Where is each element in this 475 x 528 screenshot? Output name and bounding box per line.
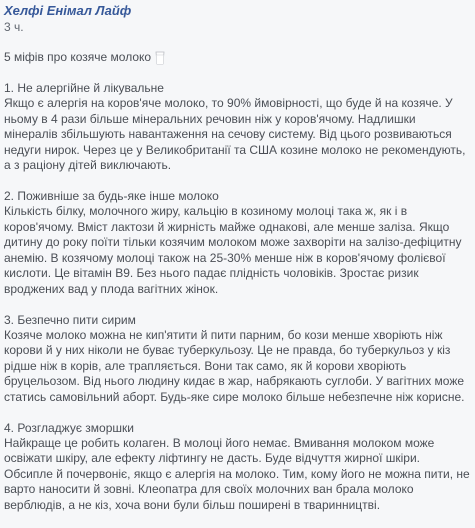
myth-body: Козяче молоко можна не кип'ятити й пити парним, бо кози менше хворіють ніж корови й у них ніколи не буває туберкульозу. Це не правда, бо туберкульоз у кіз рідше ніж в корів, але трапляється. Вони так само, як й корови хворіють бруцельозом. Від нього людину кидає в жар, набрякають суглоби. У вагітних може статись самовільний аборт. Будь-яке сире молоко більше небезпечне ніж корисне.: [4, 327, 465, 404]
myth-title: 3. Безпечно пити сирим: [4, 312, 136, 327]
post-intro: [4, 49, 471, 66]
author-name-link[interactable]: Хелфі Енімал Лайф: [4, 3, 132, 18]
myth-title: 2. Поживніше за будь-яке інше молоко: [4, 188, 219, 203]
intro-text: 5 міфів про козяче молоко: [4, 50, 152, 64]
milk-glass-icon: [155, 51, 165, 65]
myth-title: 4. Розгладжує зморшки: [4, 420, 134, 435]
myth-title: 1. Не алергійне й лікувальне: [4, 81, 164, 95]
myth-body: Кількість білку, молочного жиру, кальцію в козиному молоці така ж, як і в коров'ячому. Вміст лактози й жирність майже однакові, але менше заліза. Якщо дитину до року поїти тільки козячим молоком може захворіти на залізо-дефіцитну анемію. В козячому молоці також на 25-30% менше ніж в коров'ячому фолієвої кислоти. Це вітамін В9. Без нього падає плідність чоловіків. Зростає ризик вроджених вад у плода вагітних жінок.: [4, 203, 462, 296]
myth-body: Найкраще це робить колаген. В молоці його немає. Вмивання молоком може освіжати шкіру, але ефекту ліфтингу не дасть. Буде відчуття жирної шкіри. Обсипле й почервоніє, якщо є алергія на молоко. Тим, кому його не можна пити, не варто наносити й зовні. Клеопатра для своїх молочних ван брала молоко верблюдів, а не кіз, хоча вони були більш поширені в тваринництві.: [4, 435, 470, 512]
post-timestamp-link[interactable]: 3 ч.: [4, 20, 24, 34]
myth-section-1: [4, 80, 471, 174]
myth-body: Якщо є алергія на коров'яче молоко, то 90% ймовірності, що буде й на козяче. У ньому в 4 рази більше мінеральних речовин ніж у коров'ячому. Надлишки мінералів збільшують навантаження на сечову систему. Від цього розвиваються недуги нирок. Через це у Великобританії та США козине молоко не рекомендують, а з раціону дітей виключають.: [4, 96, 466, 173]
post-header: [4, 0, 471, 35]
myth-section-3: [4, 312, 471, 406]
myth-section-4: [4, 420, 471, 514]
myth-section-2: [4, 188, 471, 298]
